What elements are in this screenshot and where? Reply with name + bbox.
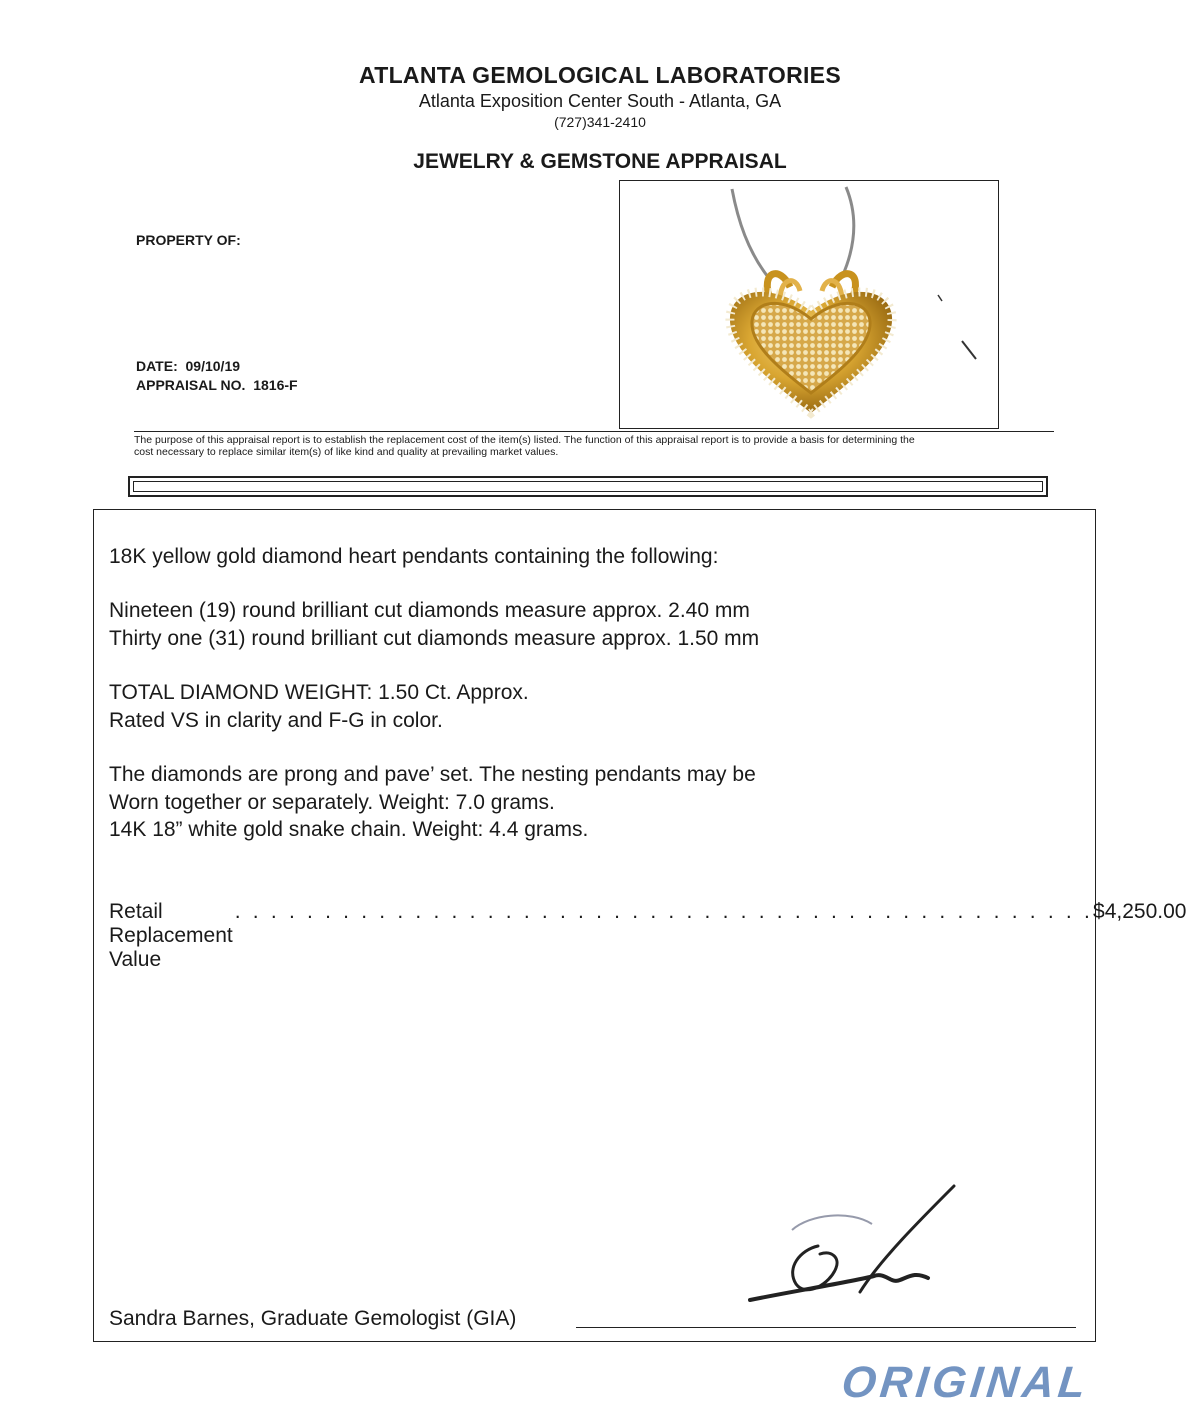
setting-line-2: Worn together or separately. Weight: 7.0 grams. [109, 791, 555, 814]
gemologist-name: Sandra Barnes, Graduate Gemologist (GIA) [109, 1307, 517, 1330]
document-title: JEWELRY & GEMSTONE APPRAISAL [413, 150, 787, 173]
heart-pendant-image [620, 181, 998, 428]
leader-dots: . . . . . . . . . . . . . . . . . . . . . . . . . . . . . . . . . . . . . . . . . . . . . . . . [234, 900, 1094, 923]
purpose-line-2: cost necessary to replace similar item(s) of like kind and quality at prevailing market values. [134, 446, 559, 458]
property-of-label: PROPERTY OF: [136, 232, 241, 248]
date-label: DATE: [136, 358, 178, 374]
date-row [136, 358, 240, 374]
appraisal-number-value: 1816-F [253, 377, 298, 393]
lab-name: ATLANTA GEMOLOGICAL LABORATORIES [359, 62, 841, 88]
retail-value-label: Retail Replacement Value [109, 900, 233, 971]
original-stamp: ORIGINAL [839, 1358, 1092, 1407]
stone-line-2: Thirty one (31) round brilliant cut diamonds measure approx. 1.50 mm [109, 627, 760, 650]
stone-line-1: Nineteen (19) round brilliant cut diamonds measure approx. 2.40 mm [109, 599, 750, 622]
diamond-rating: Rated VS in clarity and F-G in color. [109, 709, 443, 732]
divider-bar [128, 476, 1048, 497]
signature-mark [740, 1180, 980, 1310]
retail-value-amount: $4,250.00 [1093, 900, 1187, 923]
item-intro: 18K yellow gold diamond heart pendants containing the following: [109, 545, 719, 568]
pendant-photo [619, 180, 999, 429]
lab-phone: (727)341-2410 [554, 114, 646, 130]
setting-line-1: The diamonds are prong and pave’ set. The nesting pendants may be [109, 763, 756, 786]
appraisal-number-label: APPRAISAL NO. [136, 377, 246, 393]
purpose-line-1: The purpose of this appraisal report is to establish the replacement cost of the item(s) listed. The function of this appraisal report is to provide a basis for determining the [134, 434, 915, 446]
date-value: 09/10/19 [185, 358, 241, 374]
total-diamond-weight: TOTAL DIAMOND WEIGHT: 1.50 Ct. Approx. [109, 681, 529, 704]
lab-address: Atlanta Exposition Center South - Atlanta, GA [418, 91, 782, 111]
retail-value-row [109, 900, 1187, 972]
signature-line [576, 1327, 1076, 1328]
purpose-statement [134, 431, 1054, 458]
chain-line: 14K 18” white gold snake chain. Weight: 4.4 grams. [109, 818, 589, 841]
appraisal-number-row [136, 377, 298, 393]
